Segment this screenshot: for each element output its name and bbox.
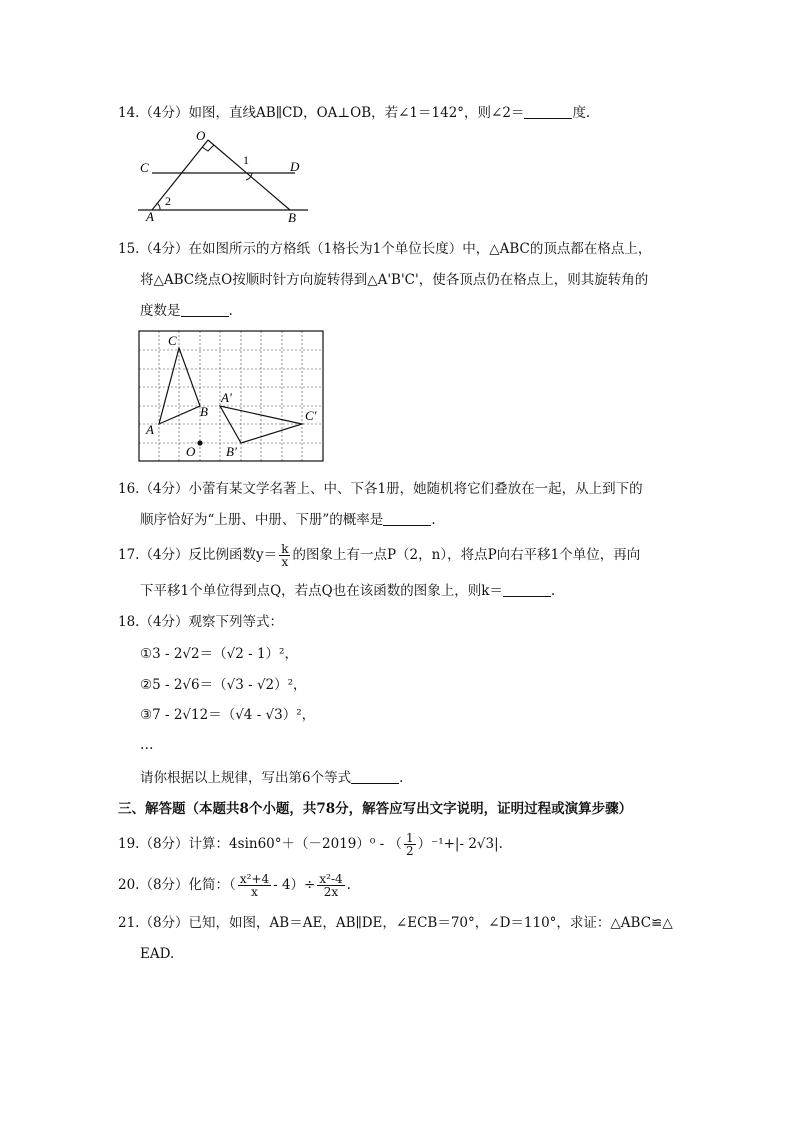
- q14-tail: 度.: [572, 105, 591, 121]
- q15-point-o: [197, 440, 202, 445]
- q21-line2: EAD.: [140, 946, 175, 962]
- q20-mid: - 4）÷: [273, 877, 316, 893]
- q17-pre: 17.（4分）反比例函数y＝: [118, 547, 278, 563]
- q14-angle2-arc: [157, 203, 160, 210]
- q15-label-c-prime: C': [305, 408, 317, 423]
- q18-ask-wrap: [140, 769, 403, 787]
- section3-heading: 三、解答题（本题共8个小题，共78分，解答应写出文字说明，证明过程或演算步骤）: [118, 801, 633, 817]
- q19-frac-num: 1: [405, 831, 414, 845]
- q15-triangle-abc: [159, 348, 200, 424]
- q14-text-line: [118, 104, 590, 122]
- q17-tail: .: [550, 583, 556, 599]
- q14-figure: [130, 128, 320, 224]
- q16-line1: 16.（4分）小蕾有某文学名著上、中、下各1册，她随机将它们叠放在一起，从上到下的: [118, 481, 643, 497]
- q19-post: ）⁻¹+|- 2√3|.: [417, 836, 503, 852]
- q19-pre: 19.（8分）计算：4sin60°＋（－2019）⁰ - （: [118, 836, 402, 852]
- q19-line: [118, 832, 503, 857]
- q16-answer-blank[interactable]: [383, 513, 431, 526]
- q15-tail: .: [228, 303, 233, 319]
- q18-eq3: ③7 - 2√12＝（√4 - √3）²，: [140, 707, 316, 723]
- q15-label-a-prime: A': [221, 390, 232, 405]
- q15-label-b-prime: B': [226, 444, 237, 459]
- q17-fraction: [279, 543, 290, 568]
- q16-line2: 顺序恰好为“上册、中册、下册”的概率是: [140, 512, 384, 528]
- q19-fraction: [404, 832, 416, 857]
- q16-line2-wrap: [140, 511, 436, 529]
- q14-label-a: A: [146, 209, 154, 224]
- q14-label-b: B: [288, 210, 296, 224]
- q18-head: 18.（4分）观察下列等式：: [118, 614, 284, 630]
- q19-frac-den: 2: [405, 844, 414, 858]
- q14-segment-ob: [208, 140, 290, 210]
- q14-segment-oa: [152, 140, 208, 210]
- q17-line2-wrap: [140, 582, 555, 600]
- q20-fraction2: [317, 873, 344, 898]
- q15-line3: 度数是: [140, 303, 181, 319]
- q15-line1: 15.（4分）在如图所示的方格纸（1格长为1个单位长度）中，△ABC的顶点都在格点上，: [118, 241, 652, 257]
- q14-label-2: 2: [165, 194, 171, 208]
- q20-line: [118, 873, 351, 898]
- q15-label-o: O: [186, 444, 196, 459]
- q18-answer-blank[interactable]: [351, 771, 399, 784]
- q20-frac1-num: x²+4: [239, 872, 270, 886]
- q15-label-a: A: [146, 422, 154, 437]
- q14-text: 14.（4分）如图，直线AB∥CD，OA⊥OB，若∠1＝142°，则∠2＝: [118, 105, 525, 121]
- q20-fraction1: [238, 873, 271, 898]
- q14-label-1: 1: [243, 153, 249, 167]
- q17-frac-den: x: [281, 555, 289, 569]
- q14-label-d: D: [290, 159, 300, 174]
- q18-eq1: ①3 - 2√2＝（√2 - 1）²，: [140, 646, 298, 662]
- q18-dots: …: [140, 737, 154, 753]
- q17-line1: [118, 543, 640, 568]
- q15-answer-blank[interactable]: [181, 304, 229, 317]
- q14-angle1-arc: [246, 173, 252, 180]
- q18-tail: .: [399, 770, 404, 786]
- q17-frac-num: k: [281, 542, 289, 556]
- q14-label-o: O: [196, 128, 206, 143]
- q15-grid-figure: [138, 330, 326, 464]
- q16-tail: .: [431, 512, 436, 528]
- q20-post: .: [346, 877, 351, 893]
- q20-frac2-num: x²-4: [319, 872, 343, 886]
- q15-label-c: C: [168, 333, 177, 348]
- q18-eq2: ②5 - 2√6＝（√3 - √2）²，: [140, 677, 307, 693]
- q18-ask: 请你根据以上规律，写出第6个等式: [140, 770, 352, 786]
- q14-label-c: C: [140, 160, 149, 175]
- q15-line2: 将△ABC绕点O按顺时针方向旋转得到△A'B'C'，使各顶点仍在格点上，则其旋转角的: [140, 272, 649, 288]
- q20-frac2-den: 2x: [323, 885, 339, 899]
- q17-post: 的图象上有一点P（2，n），将点P向右平移1个单位，再向: [292, 547, 641, 563]
- q17-line2: 下平移1个单位得到点Q，若点Q也在该函数的图象上，则k＝: [140, 583, 503, 599]
- q15-line3-wrap: [140, 302, 233, 320]
- q20-frac1-den: x: [251, 885, 258, 899]
- q20-pre: 20.（8分）化简：（: [118, 877, 236, 893]
- q14-answer-blank[interactable]: [524, 106, 572, 119]
- q21-line1: 21.（8分）已知，如图，AB＝AE，AB∥DE，∠ECB＝70°，∠D＝110°，求证：△ABC≌△: [118, 915, 673, 931]
- q17-answer-blank[interactable]: [503, 584, 551, 597]
- q15-label-b: B: [200, 404, 208, 419]
